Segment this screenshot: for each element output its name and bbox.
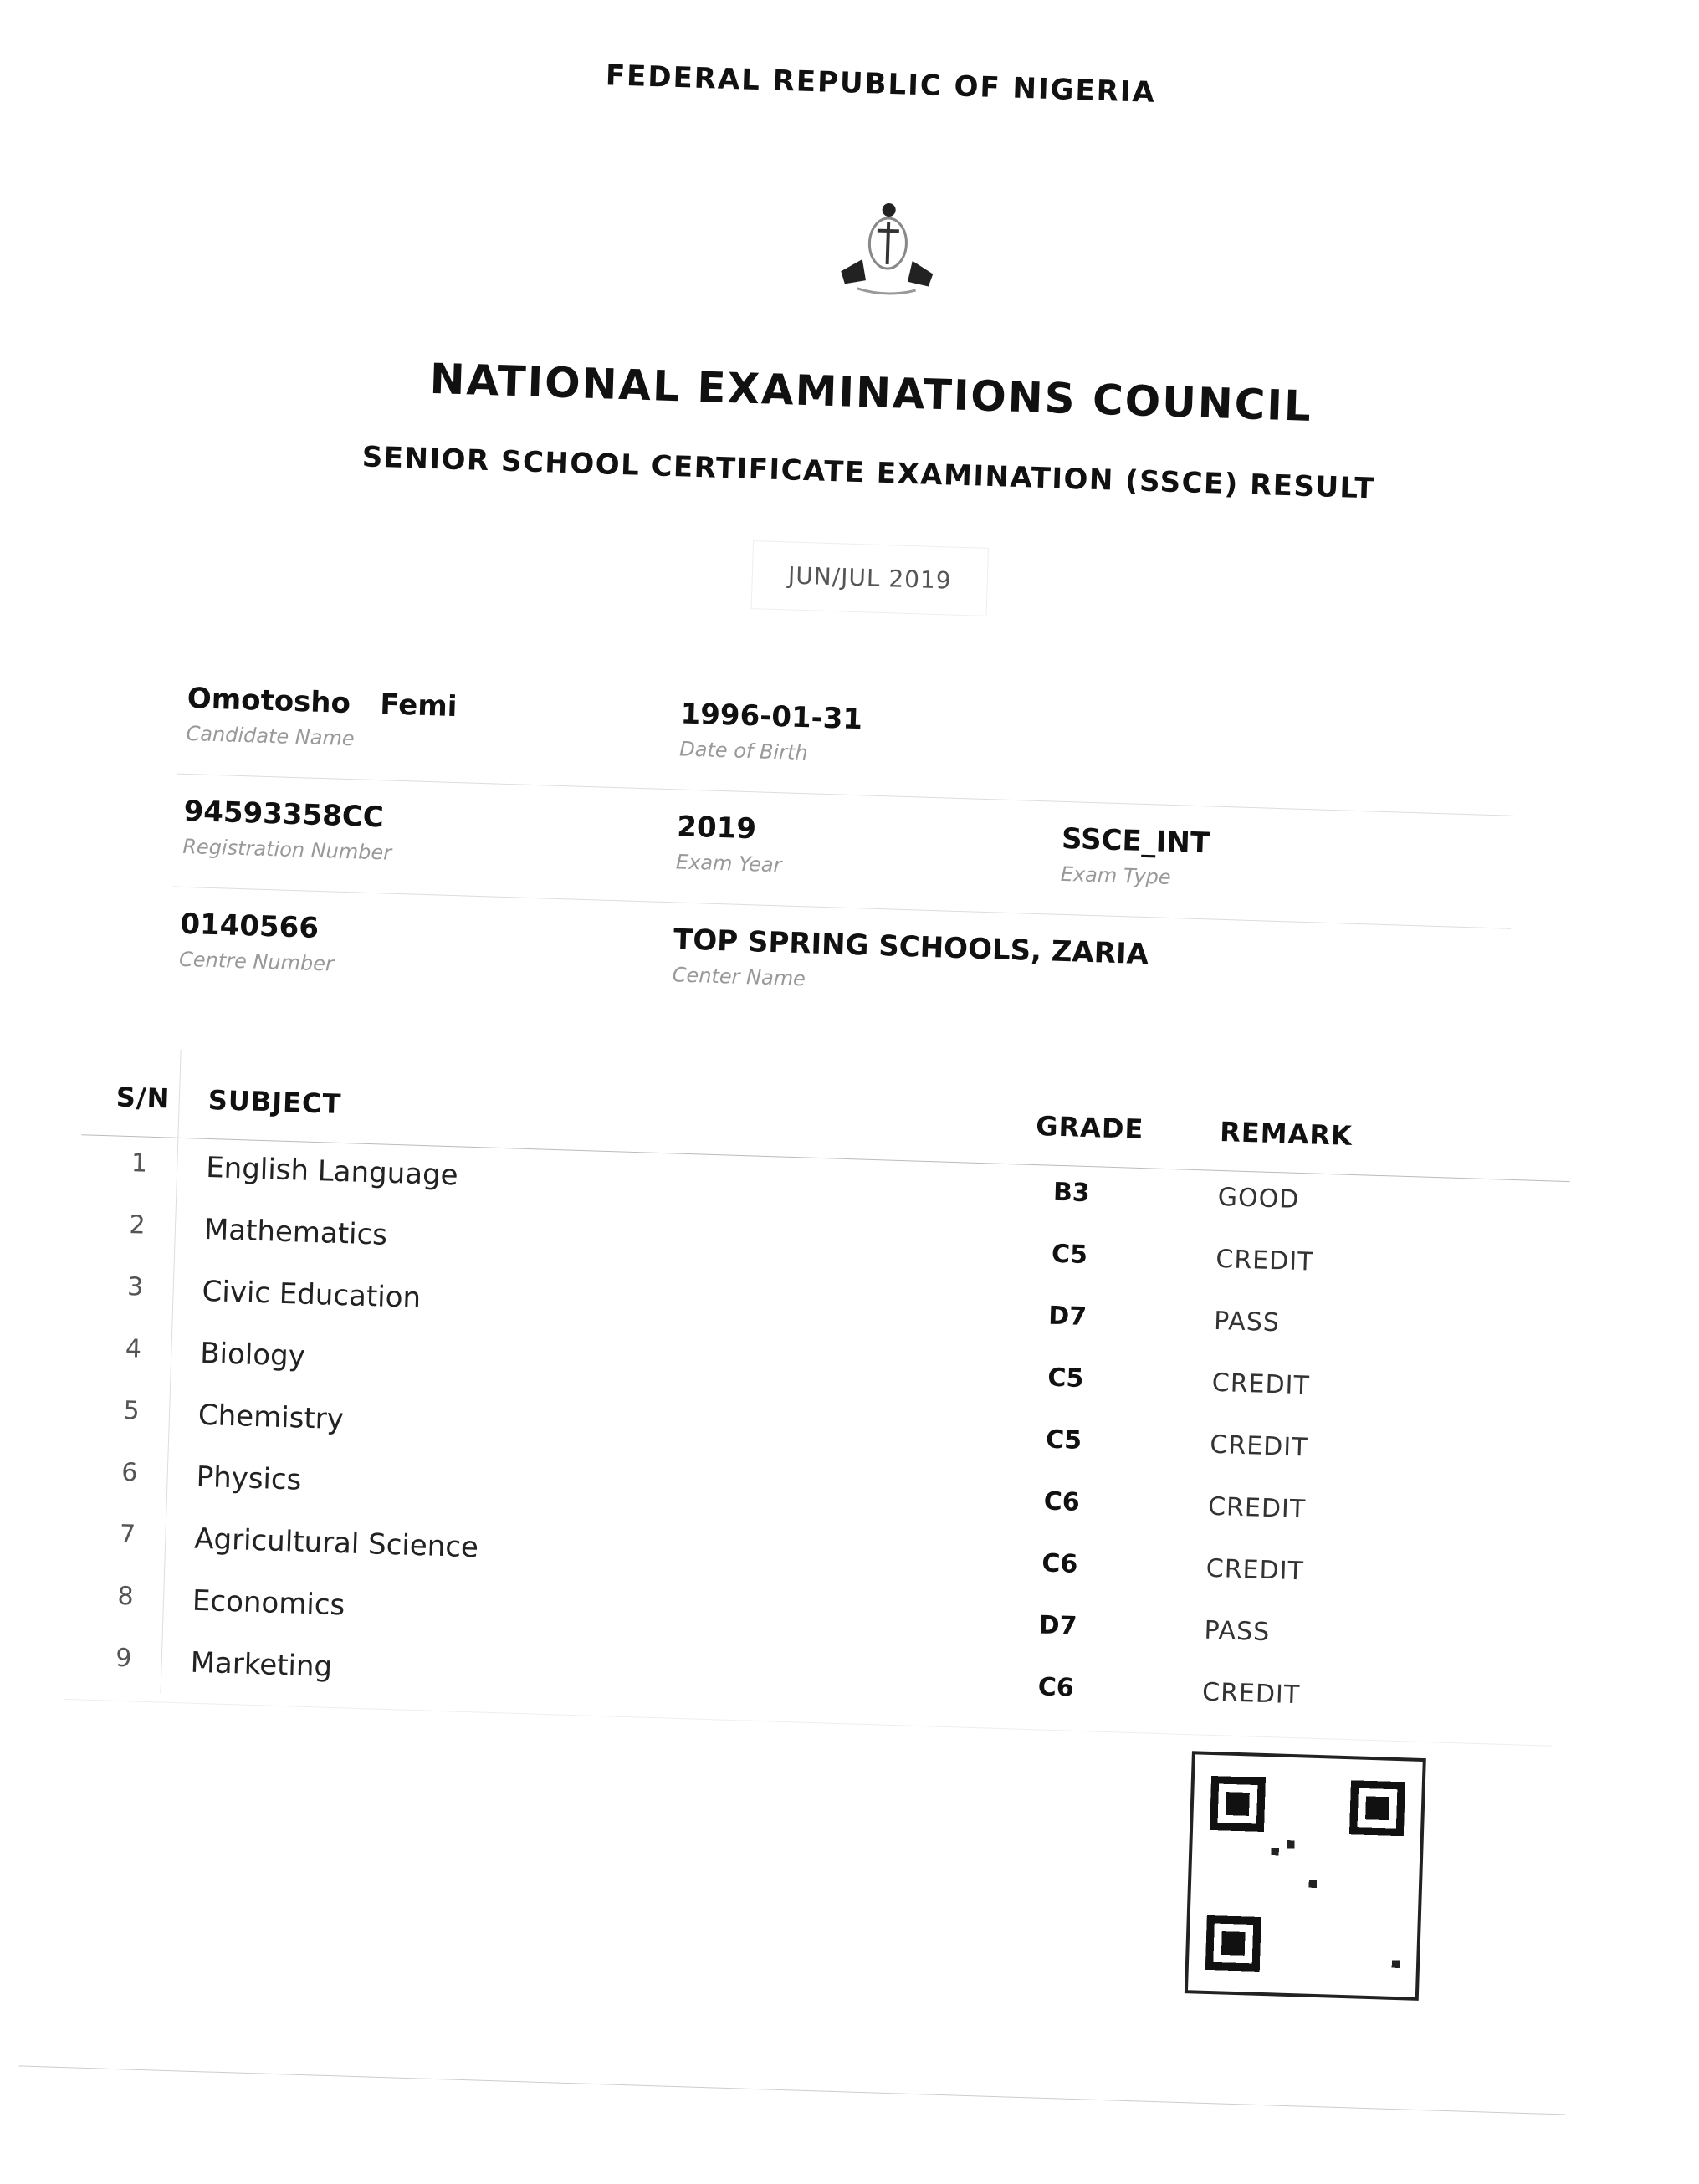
row-grade: C5 bbox=[1045, 1424, 1082, 1455]
row-subject: Marketing bbox=[190, 1645, 333, 1684]
exam-type: SSCE_INT bbox=[1061, 821, 1210, 861]
row-subject: Economics bbox=[192, 1583, 345, 1623]
row-sn: 3 bbox=[126, 1272, 144, 1302]
row-remark: CREDIT bbox=[1215, 1244, 1314, 1277]
qr-code bbox=[1185, 1751, 1426, 2001]
row-subject: English Language bbox=[205, 1150, 459, 1193]
candidate-name-label: Candidate Name bbox=[186, 721, 356, 751]
divider bbox=[173, 887, 1511, 929]
footer-line bbox=[18, 2065, 1565, 2115]
row-grade: C5 bbox=[1047, 1363, 1084, 1394]
candidate-name-field bbox=[186, 682, 458, 754]
row-sn: 1 bbox=[130, 1148, 148, 1179]
registration-label: Registration Number bbox=[182, 834, 392, 865]
row-subject: Biology bbox=[199, 1336, 306, 1373]
row-grade: B3 bbox=[1052, 1177, 1091, 1209]
row-sn: 2 bbox=[128, 1210, 146, 1240]
row-grade: C6 bbox=[1043, 1486, 1081, 1517]
row-grade: C5 bbox=[1051, 1239, 1088, 1271]
row-subject: Chemistry bbox=[197, 1398, 345, 1437]
coat-of-arms-logo bbox=[823, 192, 952, 313]
exam-type-field bbox=[1060, 822, 1210, 891]
exam-title: SENIOR SCHOOL CERTIFICATE EXAMINATION (SSCE) RESULT bbox=[361, 440, 1376, 506]
header-subject: SUBJECT bbox=[207, 1083, 342, 1120]
dob-label: Date of Birth bbox=[678, 737, 809, 765]
row-remark: GOOD bbox=[1217, 1182, 1300, 1215]
row-remark: CREDIT bbox=[1201, 1677, 1301, 1711]
date-of-birth: 1996-01-31 bbox=[679, 697, 863, 737]
row-grade: C6 bbox=[1041, 1548, 1078, 1579]
row-subject: Agricultural Science bbox=[193, 1522, 479, 1565]
row-sn: 6 bbox=[120, 1457, 138, 1488]
row-remark: CREDIT bbox=[1207, 1491, 1307, 1525]
row-remark: PASS bbox=[1213, 1306, 1281, 1338]
country-heading: FEDERAL REPUBLIC OF NIGERIA bbox=[605, 59, 1157, 110]
row-remark: CREDIT bbox=[1211, 1368, 1311, 1401]
exam-session: JUN/JUL 2019 bbox=[751, 540, 989, 616]
centre-number-field bbox=[179, 908, 335, 976]
council-title: NATIONAL EXAMINATIONS COUNCIL bbox=[428, 354, 1313, 431]
centre-name-label: Center Name bbox=[672, 963, 806, 991]
row-grade: C6 bbox=[1037, 1672, 1075, 1703]
column-divider bbox=[161, 1050, 182, 1694]
header-remark: REMARK bbox=[1219, 1115, 1354, 1152]
dob-field bbox=[679, 697, 863, 766]
registration-number: 94593358CC bbox=[183, 794, 385, 835]
header-grade: GRADE bbox=[1035, 1110, 1144, 1146]
row-sn: 4 bbox=[125, 1333, 142, 1364]
registration-field bbox=[182, 795, 393, 865]
row-remark: CREDIT bbox=[1209, 1430, 1309, 1463]
row-sn: 5 bbox=[123, 1395, 141, 1426]
header-sn: S/N bbox=[115, 1081, 171, 1115]
exam-year: 2019 bbox=[676, 810, 757, 846]
row-subject: Physics bbox=[196, 1460, 302, 1497]
candidate-name: Omotosho Femi bbox=[187, 681, 458, 724]
centre-name: TOP SPRING SCHOOLS, ZARIA bbox=[673, 923, 1149, 972]
exam-year-field bbox=[676, 810, 784, 877]
centre-number: 0140566 bbox=[179, 907, 320, 945]
exam-year-label: Exam Year bbox=[675, 850, 782, 877]
table-bottom-divider bbox=[64, 1699, 1552, 1747]
exam-type-label: Exam Type bbox=[1060, 862, 1172, 889]
row-remark: PASS bbox=[1203, 1615, 1271, 1648]
row-grade: D7 bbox=[1038, 1610, 1078, 1641]
centre-number-label: Centre Number bbox=[178, 947, 335, 976]
centre-name-field bbox=[672, 923, 1149, 1001]
row-grade: D7 bbox=[1047, 1301, 1087, 1332]
row-sn: 9 bbox=[115, 1643, 132, 1674]
row-subject: Mathematics bbox=[203, 1212, 388, 1252]
row-sn: 7 bbox=[119, 1519, 136, 1550]
row-remark: CREDIT bbox=[1205, 1553, 1305, 1587]
row-sn: 8 bbox=[117, 1581, 135, 1612]
row-subject: Civic Education bbox=[202, 1274, 422, 1316]
